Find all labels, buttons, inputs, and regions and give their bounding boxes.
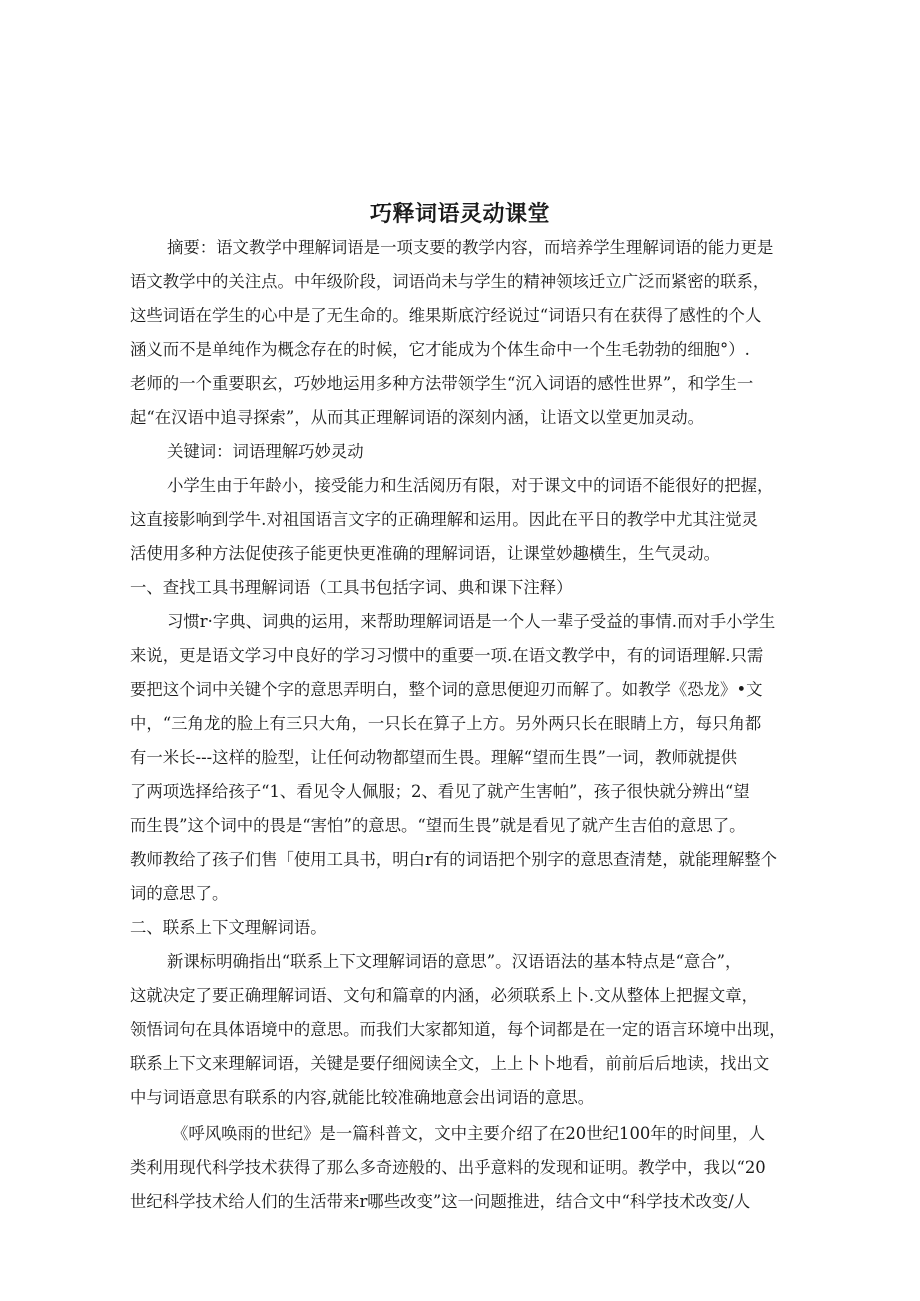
example-line-3: 世纪科学技术给人们的生活带来r哪些改变”这一问题推进，结合文中“科学技术改变/人 — [130, 1192, 751, 1211]
section1-line-4: 中，“三角龙的脸上有三只大角，一只长在算子上方。另外两只长在眼睛上方，每只角都 — [130, 714, 762, 733]
abstract-line-3: 这些词语在学生的心中是了无生命的。维果斯底泞经说过“词语只有在获得了感性的个人 — [130, 306, 762, 325]
section1-line-3: 要把这个词中关键个字的意思弄明白，整个词的意思便迎刃而解了。如教学《恐龙》•文 — [130, 680, 763, 699]
section1-line-8: 教师教给了孩子们售「使用工具书，明白r有的词语把个别字的意思查清楚，就能理解整个 — [130, 850, 778, 869]
intro-line-3: 活使用多种方法促使孩子能更快更准确的理解词语，让课堂妙趣横生，生气灵动。 — [130, 544, 721, 563]
section1-line-9: 词的意思了。 — [130, 884, 229, 903]
intro-line-1: 小学生由于年龄小，接受能力和生活阅历有限，对于课文中的词语不能很好的把握， — [167, 476, 774, 495]
keywords-line: 关键词：词语理解巧妙灵动 — [167, 442, 364, 461]
section1-line-6: 了两项选择给孩子“1、看见令人佩服；2、看见了就产生害帕”，孩子很快就分辨出“望 — [130, 782, 750, 801]
section2-line-3: 领悟词句在具体语境中的意思。而我们大家都知道，每个词都是在一定的语言环境中出现， — [130, 1020, 786, 1039]
abstract-line-1: 摘要：语文教学中理解词语是一项支要的教学内容，而培养学生理解词语的能力更是 — [167, 238, 774, 257]
abstract-line-2: 语文教学中的关注点。中年级阶段，词语尚未与学生的精神领垓迁立广泛而紧密的联系， — [130, 272, 770, 291]
example-line-2: 类利用现代科学技术获得了那么多奇迹般的、出乎意料的发现和证明。教学中，我以“20 — [130, 1158, 766, 1177]
section1-line-1: 习惯r·字典、词典的运用，来帮助理解词语是一个人一辈子受益的事情.而对手小学生 — [167, 612, 776, 631]
abstract-line-4: 涵义而不是单纯作为概念存在的时候，它才能成为个体生命中一个生毛勃勃的细胞°）. — [130, 340, 750, 359]
abstract-line-6: 起“在汉语中追寻探索”，从而其正理解词语的深刻内涵，让语文以堂更加灵动。 — [130, 408, 705, 427]
section1-line-7: 而生畏”这个词中的畏是“害怕”的意思。“望而生畏”就是看见了就产生吉伯的意思了。 — [130, 816, 746, 835]
example-line-1: 《呼风唤雨的世纪》是一篇科普文，文中主要介绍了在20世纪100年的时间里，人 — [172, 1124, 766, 1143]
section1-line-2: 来说，更是语文学习中良好的学习习惯中的重要一项.在语文教学中，有的词语理解.只需 — [130, 646, 764, 665]
section1-line-5: 有一米长---这样的脸型，让任何动物都望而生畏。理解“望而生畏”一词，教师就提供 — [130, 748, 738, 767]
page-title: 巧释词语灵动课堂 — [369, 202, 550, 227]
section2-line-5: 中与词语意思有联系的内容,就能比较准确地意会出词语的意思。 — [130, 1088, 595, 1107]
section2-line-2: 这就决定了要正确理解词语、文句和篇章的内涵，必须联系上卜.文从整体上把握文章， — [130, 986, 759, 1005]
section-heading-2: 二、联系上下文理解词语。 — [130, 918, 327, 937]
intro-line-2: 这直接影响到学牛.对祖国语言文字的正确理解和运用。因此在平日的教学中尤其注觉灵 — [130, 510, 759, 529]
section2-line-4: 联系上下文来理解词语，关键是要仔细阅读全文，上上卜卜地看，前前后后地读，找出文 — [130, 1054, 770, 1073]
abstract-line-5: 老师的一个重要职玄，巧妙地运用多种方法带领学生“沉入词语的感性世界”，和学生一 — [130, 374, 754, 393]
section-heading-1: 一、查找工具书理解词语（工具书包括字词、典和课下注释） — [130, 578, 573, 597]
section2-line-1: 新课标明确指出“联系上下文理解词语的意思”。汉语语法的基本特点是“意合”， — [167, 952, 742, 971]
